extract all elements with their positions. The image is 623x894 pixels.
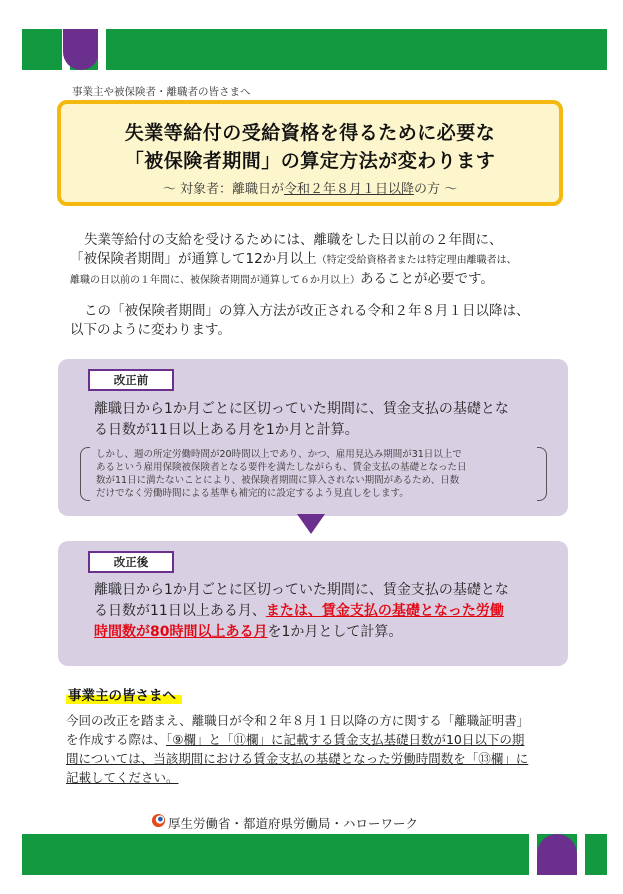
- note-line: しかし、週の所定労働時間が20時間以上であり、かつ、雇用見込み期間が31日以上で: [96, 449, 462, 460]
- employer-underlined: 間については、当該期間における賃金支払の基礎となった労働時間数を「⑬欄」に: [66, 751, 529, 766]
- employer-line: [66, 768, 566, 787]
- subtitle-date: 令和２年８月１日以降: [283, 182, 414, 197]
- before-note: [96, 448, 528, 500]
- intro-paragraph-2: [70, 302, 568, 340]
- footer-gap: [529, 834, 537, 875]
- before-text: [94, 399, 554, 441]
- before-line: 離職日から1か月ごとに区切っていた期間に、賃金支払の基礎とな: [94, 401, 509, 417]
- header-gap: [98, 29, 106, 70]
- header-band: [22, 29, 607, 70]
- note-line: だけでなく労働時間による基準も補完的に設定するよう見直しをします。: [96, 488, 409, 499]
- before-line: る日数が11日以上ある月を1か月と計算。: [94, 422, 359, 438]
- employer-underlined: 記載してください。: [66, 770, 179, 785]
- employer-heading: 事業主の皆さまへ: [66, 684, 182, 704]
- intro-line: この「被保険者期間」の算入方法が改正される令和２年８月１日以降は、: [84, 303, 530, 319]
- subtitle-suffix: の方 ～: [414, 182, 458, 197]
- after-line: [94, 622, 554, 643]
- title-line-2: 「被保険者期間」の算定方法が変わります: [124, 150, 496, 172]
- intro-line: [70, 250, 568, 270]
- employer-underlined: 「⑨欄」と「⑪欄」に記載する賃金支払基礎日数が10日以下の期: [166, 732, 525, 747]
- footer-band: [22, 834, 607, 875]
- after-text-plain: る日数が11日以上ある月、: [94, 603, 266, 619]
- note-line: 数が11日に満たないことにより、被保険者期間に算入されない期間があるため、日数: [96, 475, 460, 486]
- subtitle: [61, 178, 559, 197]
- employer-line: [66, 749, 566, 768]
- footer-gap: [577, 834, 585, 875]
- header-purple-semicircle: [63, 29, 99, 70]
- note-bracket-left: [80, 447, 90, 501]
- subtitle-prefix: ～ 対象者：離職日が: [162, 182, 284, 197]
- intro-text: 「被保険者期間」が通算して12か月以上: [70, 251, 317, 267]
- intro-small-text: （特定受給資格者または特定理由離職者は、: [316, 255, 517, 266]
- employer-line: 今回の改正を踏まえ、離職日が令和２年８月１日以降の方に関する「離職証明書」: [66, 713, 530, 728]
- after-line: 離職日から1か月ごとに区切っていた期間に、賃金支払の基礎とな: [94, 582, 509, 598]
- after-text: [94, 580, 554, 643]
- employer-text-plain: を作成する際は、: [66, 732, 167, 747]
- intro-text: あることが必要です。: [360, 271, 494, 287]
- note-bracket-right: [537, 447, 547, 501]
- title-line-1: 失業等給付の受給資格を得るために必要な: [124, 122, 496, 144]
- intro-line: [70, 270, 568, 290]
- down-arrow-icon: [297, 514, 325, 534]
- header-green-semicircle: [22, 29, 62, 70]
- intro-small-text: 離職の日以前の１年間に、被保険者期間が通算して６か月以上）: [70, 275, 360, 286]
- title-box: [57, 100, 563, 206]
- intro-line: 以下のように変わります。: [70, 322, 231, 338]
- employer-text: [66, 711, 566, 787]
- audience-label: 事業主や被保険者・離職者の皆さまへ: [72, 86, 251, 98]
- mhlw-logo-icon: [151, 813, 166, 828]
- after-line: [94, 601, 554, 622]
- after-tag: 改正後: [88, 551, 174, 573]
- intro-line: 失業等給付の支給を受けるためには、離職をした日以前の２年間に、: [84, 232, 503, 248]
- before-tag: 改正前: [88, 369, 174, 391]
- note-line: あるという雇用保険被保険者となる要件を満たしながらも、賃金支払の基礎となった日: [96, 462, 467, 473]
- footer-purple-semicircle: [537, 834, 577, 875]
- after-text-plain: を1か月として計算。: [267, 624, 403, 640]
- footer-text: 厚生労働省・都道府県労働局・ハローワーク: [168, 816, 419, 831]
- employer-line: [66, 730, 566, 749]
- after-emphasis: 時間数が80時間以上ある月: [94, 624, 268, 640]
- intro-paragraph-1: [70, 231, 568, 290]
- after-emphasis: または、賃金支払の基礎となった労働: [265, 603, 504, 619]
